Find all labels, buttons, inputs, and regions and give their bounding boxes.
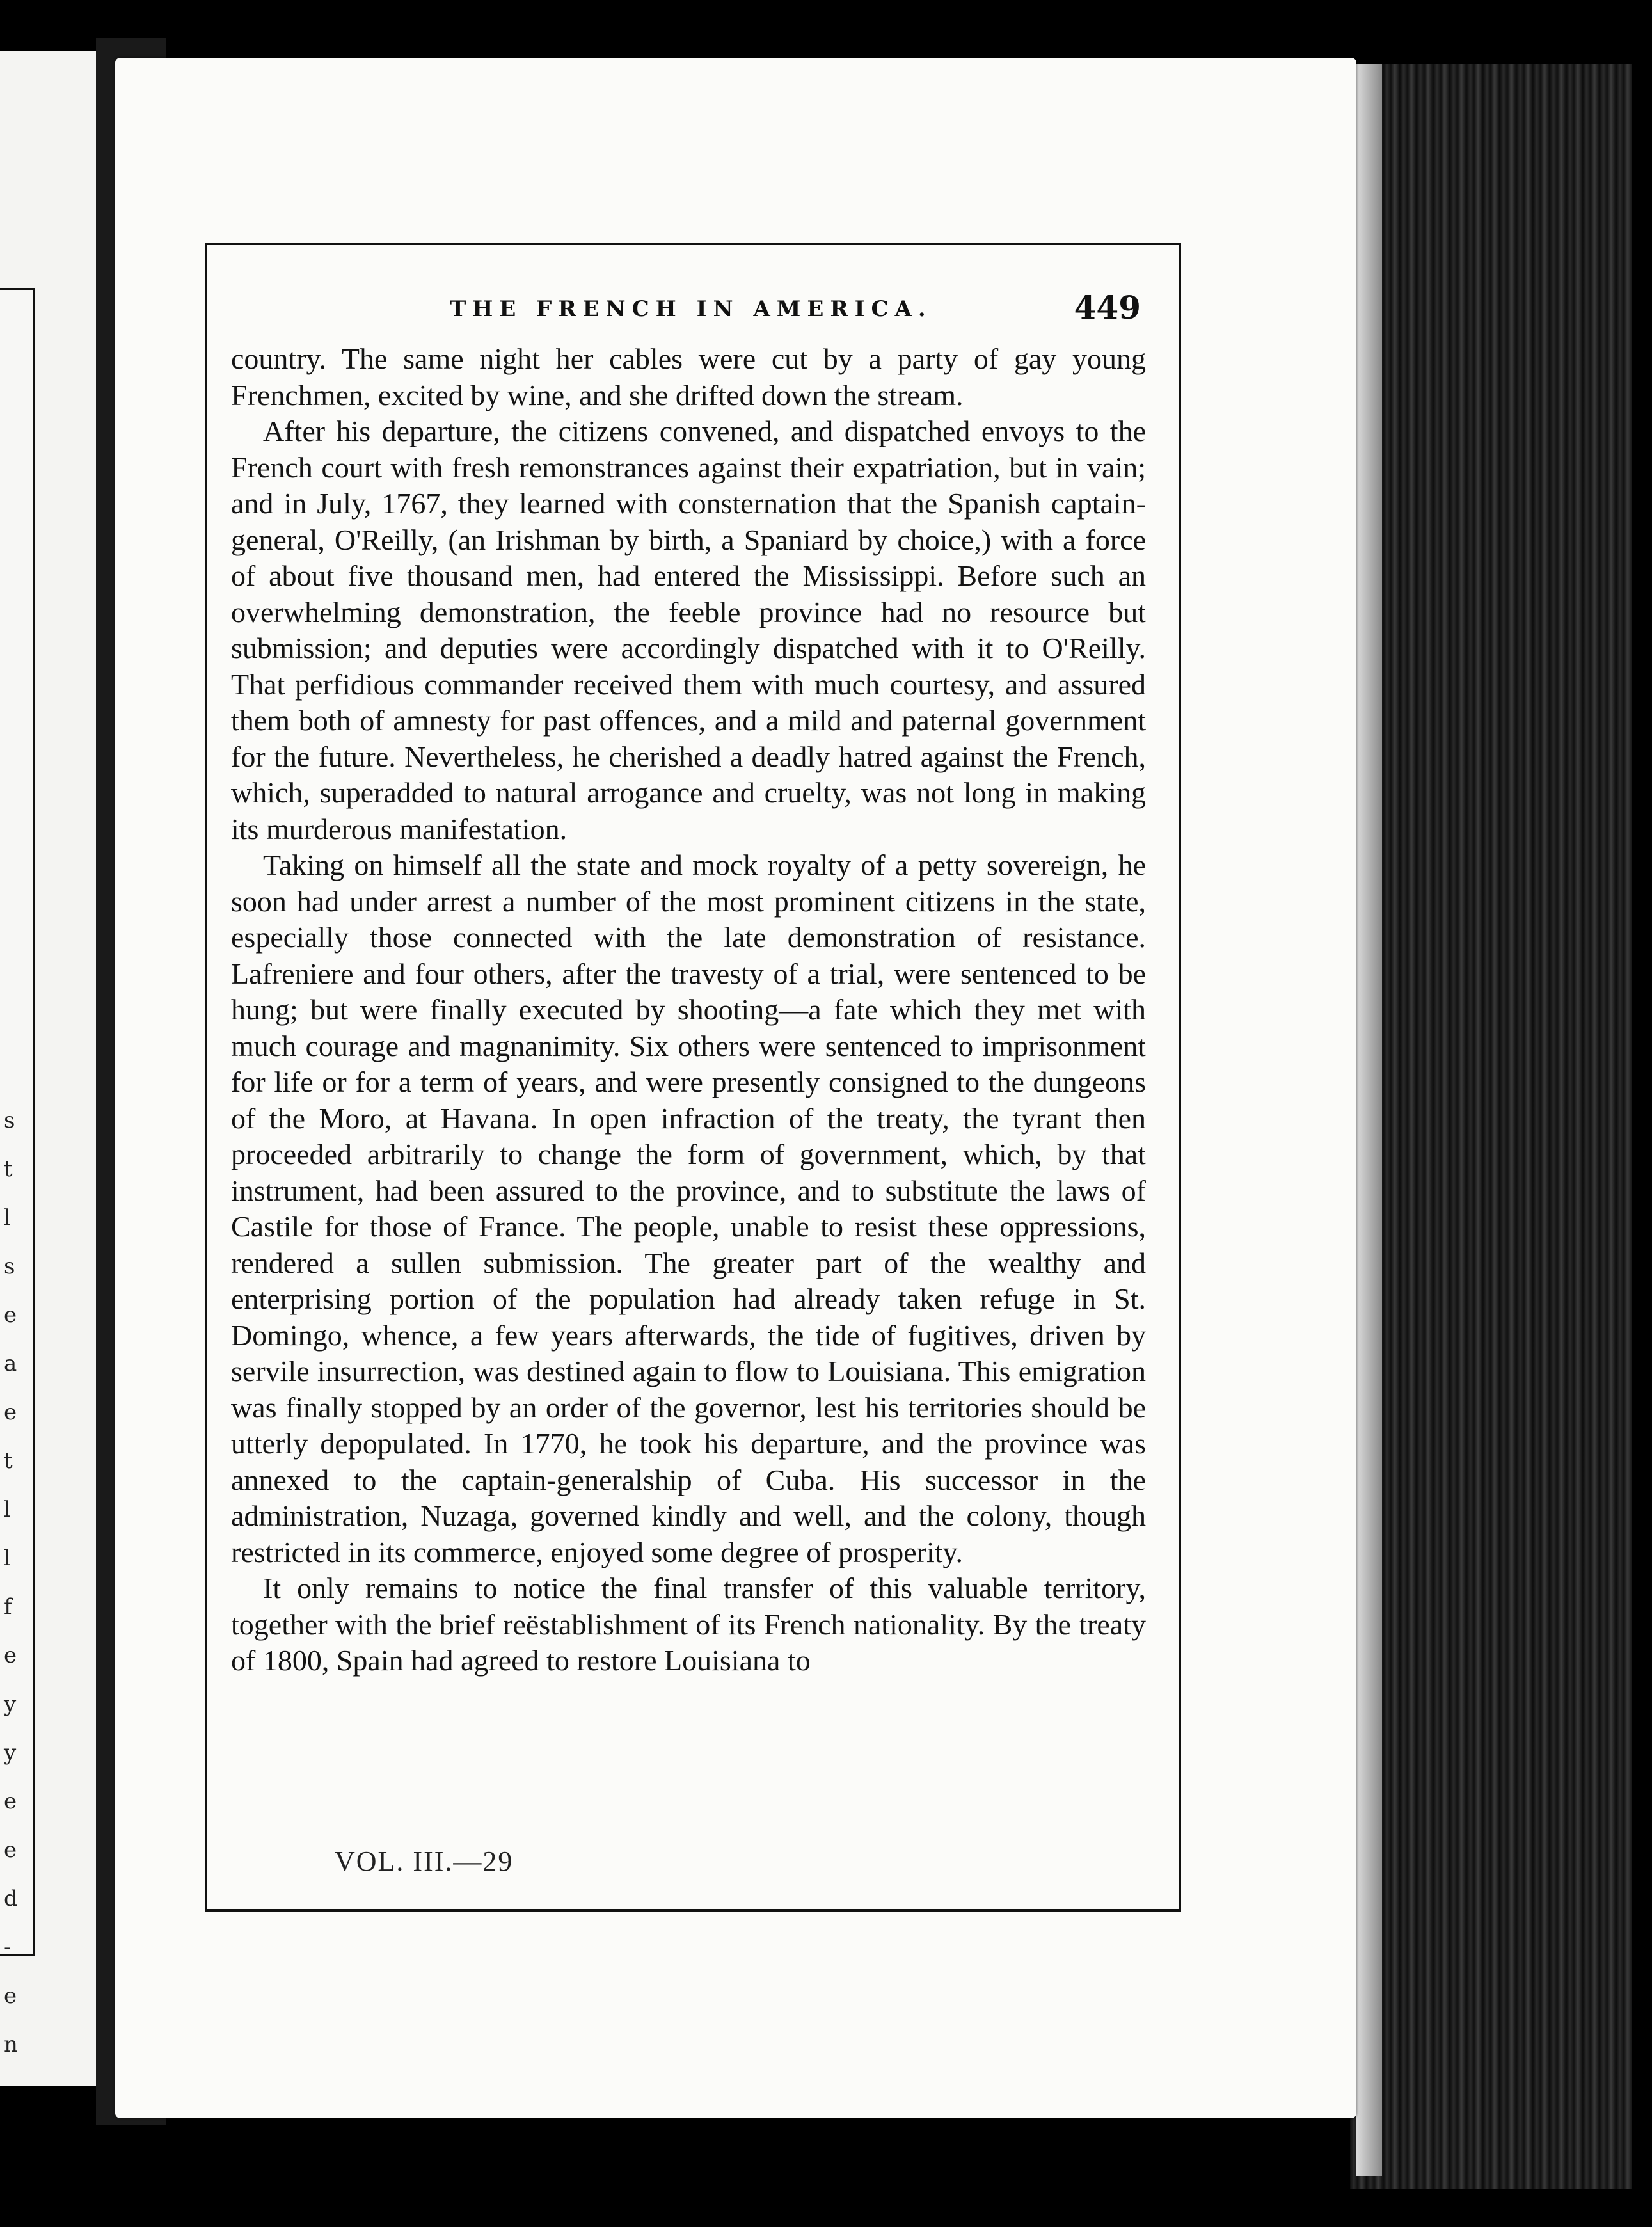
paragraph: After his departure, the citizens convened, and dispatched envoys to the French court with fresh remonstrances against their expatriation, but in vain; and in July, 1767, they learned with consternation that the Spanish captain-general, O'Reilly, (an Irishman by birth, a Spaniard by choice,) with a force of about five thousand men, had entered the Mississippi. Before such an overwhelming demonstration, the feeble province had no resource but submission; and deputies were accordingly dispatched with it to O'Reilly. That perfidious commander received them with much courtesy, and assured them both of amnesty for past offences, and a mild and paternal government for the future. Nevertheless, he cherished a deadly hatred against the French, which, superadded to natural arrogance and cruelty, was not long in making its murderous manifestation. xyxy=(231,415,1146,845)
paragraph: Taking on himself all the state and mock royalty of a petty sovereign, he soon had under arrest a number of the most prominent citizens in the state, especially those connected with the late demonstration of resistance. Lafreniere and four others, after the travesty of a trial, were sentenced to be hung; but were finally executed by shooting—a fate which they met with much courage and magnanimity. Six others were sentenced to imprisonment for life or for a term of years, and were presently consigned to the dungeons of the Moro, at Havana. In open infraction of the treaty, the tyrant then proceeded arbitrarily to change the form of government, which, by that instrument, had been assured to the province, and to substitute the laws of Castile for those of France. The people, unable to resist these oppressions, rendered a sullen submission. The greater part of the wealthy and enterprising portion of the population had already taken refuge in St. Domingo, whence, a few years afterwards, the tide of fugitives, driven by servile insurrection, was destined again to flow to Louisiana. This emigration was finally stopped by an order of the governor, lest his territories should be utterly depopulated. In 1770, he took his departure, and the province was annexed to the captain-generalship of Cuba. His successor in the administration, Nuzaga, governed kindly and well, and the colony, though restricted in its commerce, enjoyed some degree of prosperity. xyxy=(231,849,1146,1568)
page-header xyxy=(207,277,1179,328)
paragraph: country. The same night her cables were cut by a party of gay young Frenchmen, excited by wine, and she drifted down the stream. xyxy=(231,342,1146,411)
page-text-frame xyxy=(205,243,1181,1912)
running-title: THE FRENCH IN AMERICA. xyxy=(450,296,932,322)
margin-letter: t xyxy=(4,1156,13,1182)
margin-letter: e xyxy=(4,1789,17,1814)
margin-letter: y xyxy=(4,1740,17,1766)
previous-page-margin-letters xyxy=(4,1096,27,2069)
margin-letter: l xyxy=(4,1497,11,1522)
margin-letter: - xyxy=(4,1935,12,1960)
previous-page-fragment xyxy=(0,51,102,2086)
page-body-text xyxy=(231,341,1146,1679)
margin-letter: l xyxy=(4,1545,11,1571)
page-edge-highlight xyxy=(1356,64,1382,2176)
previous-page-frame xyxy=(0,288,35,2057)
margin-letter: e xyxy=(4,1983,17,2009)
paragraph: It only remains to notice the final transfer of this valuable territory, together with the brief reëstablishment of its French nationality. By the treaty of 1800, Spain had agreed to restore Louisiana to xyxy=(231,1572,1146,1677)
margin-letter: f xyxy=(4,1594,12,1620)
margin-letter: n xyxy=(4,2032,18,2057)
margin-letter: e xyxy=(4,1400,17,1425)
book-fore-edge xyxy=(1350,64,1632,2189)
margin-letter: l xyxy=(4,1205,11,1231)
margin-letter: e xyxy=(4,1837,17,1863)
page-number: 449 xyxy=(1074,289,1141,326)
signature-mark: VOL. III.—29 xyxy=(335,1846,514,1877)
margin-letter: y xyxy=(4,1691,17,1717)
margin-letter: s xyxy=(4,1108,15,1133)
margin-letter: e xyxy=(4,1302,17,1328)
margin-letter: a xyxy=(4,1351,17,1377)
book-page xyxy=(115,58,1356,2118)
margin-letter: e xyxy=(4,1643,17,1668)
margin-letter: t xyxy=(4,1448,13,1474)
margin-letter: d xyxy=(4,1886,18,1912)
margin-letter: s xyxy=(4,1254,15,1279)
